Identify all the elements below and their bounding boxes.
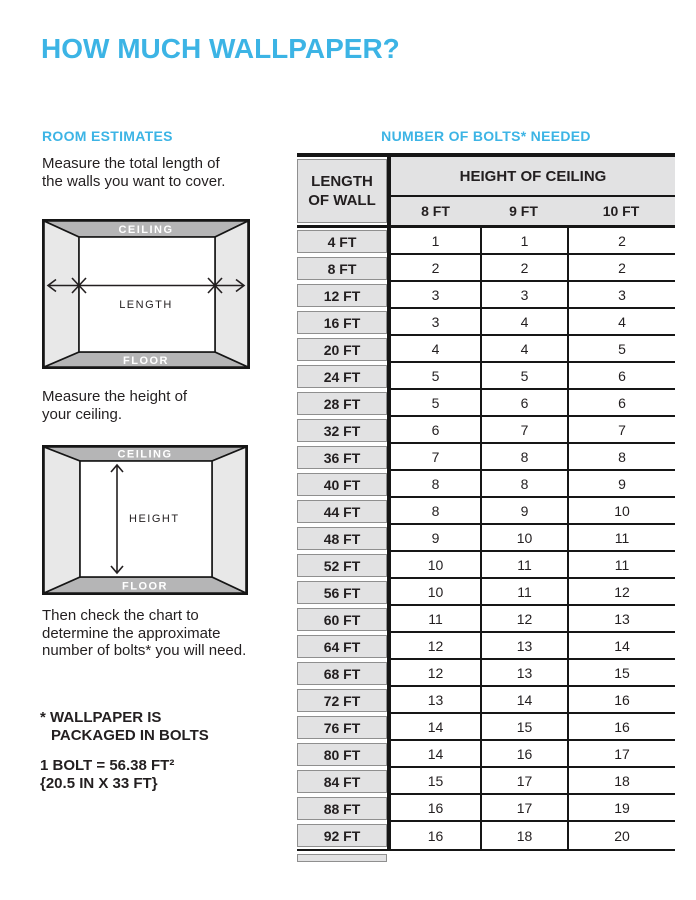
bolts-8ft-cell: 11 (391, 606, 480, 633)
table-row (297, 606, 675, 633)
wall-length-cell: 24 FT (297, 365, 387, 388)
length-of-wall-header (297, 159, 387, 223)
bolts-9ft-cell: 15 (480, 714, 567, 741)
bolts-10ft-cell: 8 (567, 444, 675, 471)
bolts-8ft-cell: 16 (427, 827, 444, 844)
bolts-8ft-cell: 10 (391, 579, 480, 606)
footnote-line2: PACKAGED IN BOLTS (51, 726, 209, 744)
bolts-10ft-cell: 11 (567, 525, 675, 552)
table-row (297, 417, 675, 444)
room-estimates-heading: ROOM ESTIMATES (42, 128, 173, 144)
table-bottom-rule (297, 849, 675, 851)
bolts-10ft-cell: 2 (567, 255, 675, 282)
wall-length-cell: 76 FT (297, 716, 387, 739)
bolts-10ft-cell: 20 (567, 822, 675, 849)
ceiling-label: CEILING (118, 224, 174, 236)
bolts-8ft-cell: 2 (391, 255, 480, 282)
table-row (297, 768, 675, 795)
step2-line1: Measure the height of (42, 388, 188, 405)
bolts-9ft-cell: 13 (480, 660, 567, 687)
bolts-10ft-cell: 10 (567, 498, 675, 525)
table-row (297, 579, 675, 606)
table-header (297, 157, 675, 225)
wall-length-cell: 48 FT (297, 527, 387, 550)
wall-length-cell: 92 FT (297, 824, 387, 847)
step3-line3: number of bolts* you will need. (42, 642, 247, 659)
bolts-9ft-cell: 8 (480, 471, 567, 498)
bolts-10ft-cell: 12 (567, 579, 675, 606)
bolts-8ft-cell: 5 (391, 363, 480, 390)
bolts-8ft-cell: 13 (391, 687, 480, 714)
bolts-10ft-cell: 6 (567, 390, 675, 417)
bolts-8ft-cell: 12 (391, 633, 480, 660)
step1-line1: Measure the total length of (42, 155, 220, 172)
table-row (297, 525, 675, 552)
wall-length-cell: 84 FT (297, 770, 387, 793)
table-row (297, 687, 675, 714)
step3-text (42, 607, 246, 660)
bolts-8ft-cell: 3 (391, 282, 480, 309)
table-body (297, 228, 675, 849)
table-row (297, 498, 675, 525)
bolts-10ft-cell: 17 (567, 741, 675, 768)
step1-text (42, 155, 225, 190)
wall-length-cell: 60 FT (297, 608, 387, 631)
bolts-8ft-cell: 4 (391, 336, 480, 363)
bolts-9ft-cell: 10 (480, 525, 567, 552)
ceiling-height-subheaders (391, 197, 675, 225)
bolt-size-line2: {20.5 IN X 33 FT} (40, 774, 158, 792)
page-title: HOW MUCH WALLPAPER? (41, 33, 400, 64)
wall-length-cell: 4 FT (297, 230, 387, 253)
bolts-9ft-cell: 4 (480, 309, 567, 336)
bolts-9ft-cell: 11 (480, 552, 567, 579)
table-row (297, 471, 675, 498)
height-of-ceiling-header-group (387, 157, 675, 225)
table-row (297, 714, 675, 741)
table-bottom-sliver (297, 854, 387, 862)
wall-length-cell: 36 FT (297, 446, 387, 469)
bolts-9ft-cell: 9 (480, 498, 567, 525)
bolts-10ft-cell: 2 (567, 228, 675, 255)
bolts-10ft-cell: 16 (567, 714, 675, 741)
table-row (297, 228, 675, 255)
bolts-8ft-cell: 14 (391, 741, 480, 768)
bolts-8ft-cell: 8 (391, 498, 480, 525)
wall-length-cell: 28 FT (297, 392, 387, 415)
bolts-8ft-cell: 16 (391, 795, 480, 822)
bolts-10ft-cell: 5 (567, 336, 675, 363)
bolts-10ft-cell: 19 (567, 795, 675, 822)
floor-label: FLOOR (123, 355, 169, 367)
step1-line2: the walls you want to cover. (42, 172, 226, 190)
height-of-ceiling-header: HEIGHT OF CEILING (391, 157, 675, 197)
bolts-10ft-cell: 4 (567, 309, 675, 336)
bolts-9ft-cell: 5 (480, 363, 567, 390)
length-dimension-label: LENGTH (119, 299, 173, 311)
bolts-8ft-cell: 3 (391, 309, 480, 336)
bolts-10ft-cell: 18 (567, 768, 675, 795)
wall-length-cell: 32 FT (297, 419, 387, 442)
bolts-9ft-cell: 14 (480, 687, 567, 714)
step3-line2: determine the approximate (42, 624, 221, 642)
bolts-10ft-cell: 13 (567, 606, 675, 633)
bolts-9ft-cell: 17 (480, 795, 567, 822)
ceiling-height-diagram (42, 445, 248, 595)
table-row (297, 552, 675, 579)
bolts-8ft-cell: 5 (391, 390, 480, 417)
ceiling-label: CEILING (117, 448, 173, 461)
bolts-9ft-cell: 1 (480, 228, 567, 255)
wall-length-cell: 56 FT (297, 581, 387, 604)
bolts-9ft-cell: 17 (480, 768, 567, 795)
col-header-8ft: 8 FT (421, 203, 450, 219)
bolts-9ft-cell: 11 (480, 579, 567, 606)
wall-length-cell: 20 FT (297, 338, 387, 361)
table-row (297, 660, 675, 687)
bolts-10ft-cell: 15 (567, 660, 675, 687)
wall-length-cell: 88 FT (297, 797, 387, 820)
bolt-size-note (40, 757, 174, 792)
bolts-9ft-cell: 12 (480, 606, 567, 633)
wall-length-cell: 8 FT (297, 257, 387, 280)
table-row (297, 444, 675, 471)
room-length-diagram (42, 219, 250, 369)
bolts-10ft-cell: 3 (567, 282, 675, 309)
bolts-8ft-cell: 10 (391, 552, 480, 579)
table-row (297, 741, 675, 768)
wall-length-cell: 12 FT (297, 284, 387, 307)
bolts-9ft-cell: 2 (480, 255, 567, 282)
wall-length-cell: 40 FT (297, 473, 387, 496)
wall-length-cell: 52 FT (297, 554, 387, 577)
bolts-8ft-cell: 6 (391, 417, 480, 444)
table-row (297, 633, 675, 660)
table-row (297, 822, 675, 849)
bolts-9ft-cell: 13 (480, 633, 567, 660)
table-row (297, 282, 675, 309)
table-row (297, 336, 675, 363)
table-row (297, 255, 675, 282)
bolts-8ft-cell: 9 (391, 525, 480, 552)
bolts-9ft-cell: 18 (480, 822, 567, 849)
wall-length-cell: 68 FT (297, 662, 387, 685)
table-row (297, 363, 675, 390)
bolts-9ft-cell: 4 (480, 336, 567, 363)
bolts-8ft-cell: 15 (391, 768, 480, 795)
bolts-table (297, 153, 675, 862)
wall-length-cell: 64 FT (297, 635, 387, 658)
wall-length-cell: 16 FT (297, 311, 387, 334)
step2-line2: your ceiling. (42, 405, 123, 423)
step2-text (42, 388, 187, 423)
table-row (297, 390, 675, 417)
corner-line2: OF WALL (308, 192, 376, 209)
bolts-8ft-cell: 1 (391, 228, 480, 255)
corner-line1: LENGTH (311, 173, 373, 190)
bolts-10ft-cell: 7 (567, 417, 675, 444)
bolts-needed-heading: NUMBER OF BOLTS* NEEDED (381, 128, 591, 144)
bolts-8ft-cell: 8 (391, 471, 480, 498)
col-header-10ft: 10 FT (602, 203, 640, 219)
wall-length-cell: 44 FT (297, 500, 387, 523)
bolts-9ft-cell: 16 (480, 741, 567, 768)
col-header-9ft: 9 FT (509, 203, 538, 219)
height-dimension-label: HEIGHT (129, 513, 180, 525)
floor-label: FLOOR (122, 580, 168, 593)
bolts-10ft-cell: 9 (567, 471, 675, 498)
step3-line1: Then check the chart to (42, 607, 199, 624)
bolts-9ft-cell: 8 (480, 444, 567, 471)
bolts-8ft-cell: 7 (391, 444, 480, 471)
bolts-10ft-cell: 16 (567, 687, 675, 714)
bolts-10ft-cell: 11 (567, 552, 675, 579)
table-row (297, 795, 675, 822)
wall-length-cell: 80 FT (297, 743, 387, 766)
bolts-9ft-cell: 3 (480, 282, 567, 309)
bolt-size-line1: 1 BOLT = 56.38 FT² (40, 757, 175, 774)
bolts-10ft-cell: 6 (567, 363, 675, 390)
bolts-9ft-cell: 7 (480, 417, 567, 444)
bolts-footnote (40, 709, 209, 744)
wall-length-cell: 72 FT (297, 689, 387, 712)
bolts-9ft-cell: 6 (480, 390, 567, 417)
table-row (297, 309, 675, 336)
bolts-8ft-cell: 14 (391, 714, 480, 741)
bolts-8ft-cell: 12 (391, 660, 480, 687)
bolts-10ft-cell: 14 (567, 633, 675, 660)
footnote-line1: * WALLPAPER IS (40, 709, 162, 726)
